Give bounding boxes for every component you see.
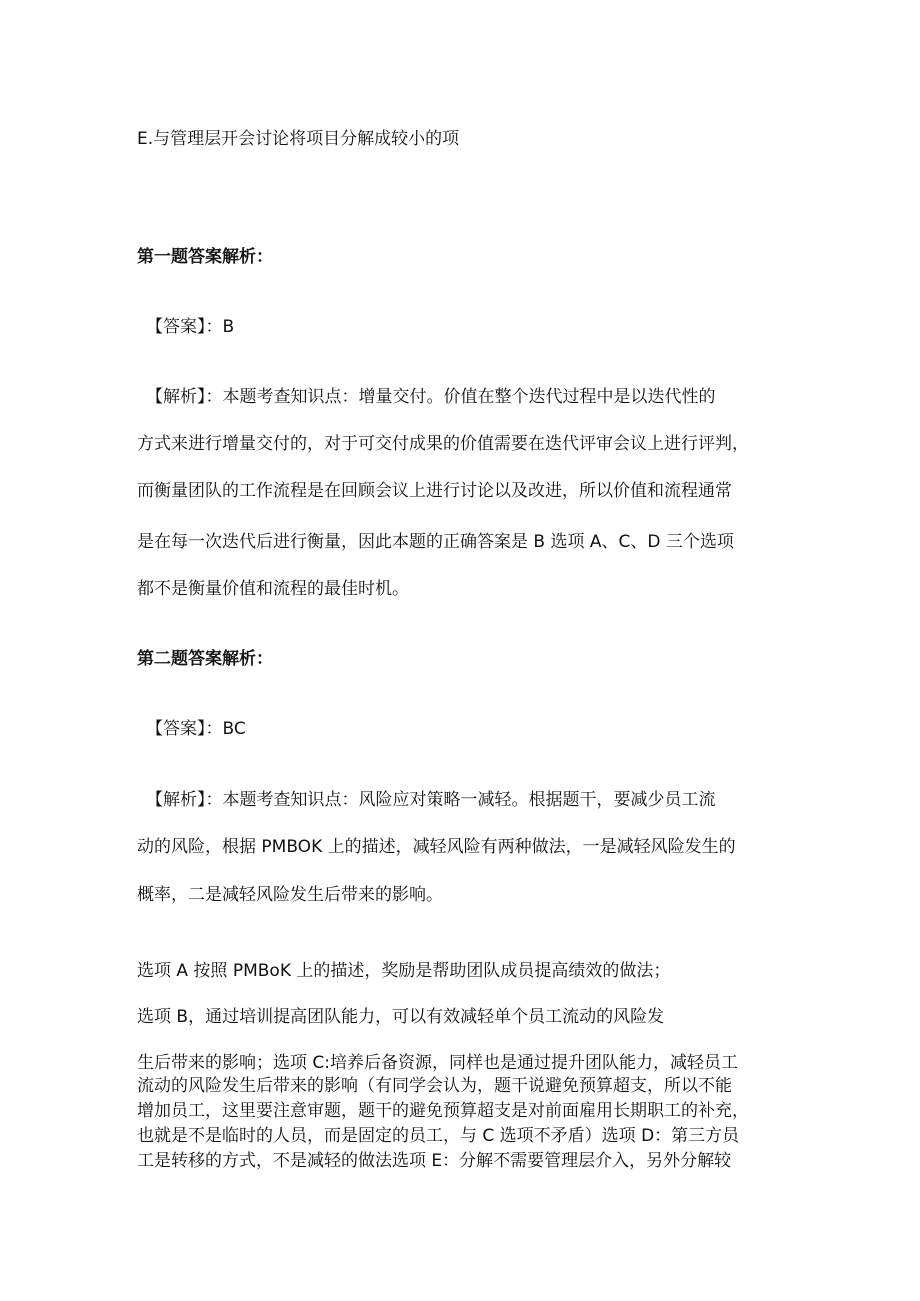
q1-answer: 【答案】：B bbox=[146, 317, 235, 337]
q2-answer: 【答案】：BC bbox=[146, 719, 246, 739]
q1-analysis-line: 【解析】：本题考查知识点：增量交付。价值在整个迭代过程中是以迭代性的 bbox=[146, 387, 716, 407]
q2-option-line: 选项 A 按照 PMBoK 上的描述，奖励是帮助团队成员提高绩效的做法； bbox=[137, 961, 671, 981]
q1-analysis-line: 而衡量团队的工作流程是在回顾会议上进行讨论以及改进，所以价值和流程通常 bbox=[137, 481, 732, 501]
q1-analysis-line: 方式来进行增量交付的，对于可交付成果的价值需要在迭代评审会议上进行评判， bbox=[137, 434, 749, 454]
q2-analysis-line: 【解析】：本题考查知识点：风险应对策略一减轻。根据题干，要减少员工流 bbox=[146, 790, 716, 810]
q2-heading: 第二题答案解析： bbox=[137, 649, 273, 669]
q1-heading: 第一题答案解析： bbox=[137, 247, 273, 267]
q2-dense-line: 增加员工，这里要注意审题，题干的避免预算超支是对前面雇用长期职工的补充， bbox=[137, 1101, 749, 1121]
q2-dense-line: 也就是不是临时的人员，而是固定的员工，与 C 选项不矛盾）选项 D：第三方员 bbox=[137, 1126, 740, 1146]
q1-analysis-line: 都不是衡量价值和流程的最佳时机。 bbox=[137, 579, 409, 599]
q1-analysis-line: 是在每一次迭代后进行衡量，因此本题的正确答案是 B 选项 A、C、D 三个选项 bbox=[137, 532, 734, 552]
q2-dense-line: 工是转移的方式，不是减轻的做法选项 E：分解不需要管理层介入，另外分解较 bbox=[137, 1151, 732, 1171]
q2-dense-line: 生后带来的影响；选项 C:培养后备资源，同样也是通过提升团队能力，减轻员工 bbox=[137, 1053, 738, 1073]
option-e-text: E.与管理层开会讨论将项目分解成较小的项 bbox=[137, 129, 460, 149]
q2-analysis-line: 动的风险，根据 PMBOK 上的描述，减轻风险有两种做法，一是减轻风险发生的 bbox=[137, 837, 736, 857]
q2-dense-line: 流动的风险发生后带来的影响（有同学会认为，题干说避免预算超支，所以不能 bbox=[137, 1076, 732, 1096]
q2-analysis-line: 概率，二是减轻风险发生后带来的影响。 bbox=[137, 885, 443, 905]
q2-option-line: 选项 B，通过培训提高团队能力，可以有效减轻单个员工流动的风险发 bbox=[137, 1007, 665, 1027]
